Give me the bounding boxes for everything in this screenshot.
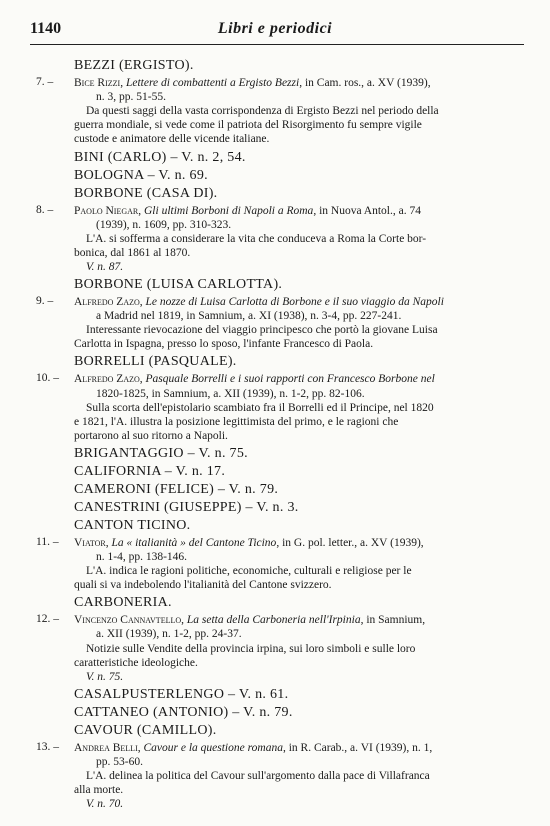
annotation-line: guerra mondiale, si vede come il patriota del Risorgimento fu sempre vigile — [74, 119, 422, 132]
section-heading: BORBONE (CASA DI). — [74, 185, 218, 201]
annotation-line: L'A. delinea la politica del Cavour sull'argomento dalla pace di Villafranca — [86, 770, 430, 782]
page-number: 1140 — [30, 20, 62, 37]
section-heading: CAMERONI (FELICE) – V. n. 79. — [74, 481, 279, 497]
citation-line: Paolo Niegar, Gli ultimi Borboni di Napoli a Roma, in Nuova Antol., a. 74 — [74, 204, 421, 217]
annotation-line: Notizie sulle Vendite della provincia irpina, sui loro simboli e sulle loro — [86, 642, 416, 655]
citation-continuation: pp. 53-60. — [96, 755, 143, 768]
annotation-line: Carlotta in Ispagna, presso lo sposo, l'infante Francesco di Paola. — [74, 338, 374, 351]
citation-continuation: n. 3, pp. 51-55. — [96, 91, 166, 104]
citation-title: Lettere di combattenti a Ergisto Bezzi — [125, 77, 300, 89]
citation-continuation: a Madrid nel 1819, in Samnium, a. XI (1938), n. 3-4, pp. 227-241. — [96, 310, 402, 323]
annotation-line: caratteristiche ideologiche. — [74, 656, 198, 669]
citation-source: , in Cam. ros., a. XV (1939), — [299, 77, 431, 89]
section-heading: CARBONERIA. — [74, 595, 172, 611]
citation-continuation: (1939), n. 1609, pp. 310-323. — [96, 218, 232, 231]
section-heading: BINI (CARLO) – V. n. 2, 54. — [74, 149, 246, 165]
citation-continuation: a. XII (1939), n. 1-2, pp. 24-37. — [96, 628, 242, 641]
citation-line: Bice Rizzi, Lettere di combattenti a Ergisto Bezzi, in Cam. ros., a. XV (1939), — [74, 77, 431, 89]
citation-line: Vincenzo Cannavtello, La setta della Carboneria nell'Irpinia, in Samnium, — [74, 614, 426, 627]
entry-number: 13. – — [36, 740, 59, 753]
citation-title: Pasquale Borrelli e i suoi rapporti con Francesco Borbone nel — [145, 373, 435, 386]
entry-number: 11. – — [36, 535, 59, 548]
section-heading: BOLOGNA – V. n. 69. — [74, 167, 208, 183]
entry-number: 10. – — [36, 372, 59, 385]
section-heading: CASALPUSTERLENGO – V. n. 61. — [74, 686, 289, 702]
section-heading: BRIGANTAGGIO – V. n. 75. — [74, 445, 248, 461]
page-header — [0, 16, 550, 42]
annotation-line: Sulla scorta dell'epistolario scambiato fra il Borrelli ed il Principe, nel 1820 — [86, 401, 434, 414]
entry-number: 9. – — [36, 295, 54, 307]
section-heading: CANTON TICINO. — [74, 517, 191, 533]
citation-author: Paolo Niegar — [74, 204, 139, 217]
annotation-line: Interessante rievocazione del viaggio principesco che portò la giovane Luisa — [86, 324, 438, 337]
citation-author: Alfredo Zazo — [74, 373, 140, 386]
annotation-line: alla morte. — [74, 784, 124, 797]
citation-source: , in Nuova Antol., a. 74 — [313, 204, 421, 217]
section-heading: BORBONE (LUISA CARLOTTA). — [74, 277, 283, 292]
annotation-line: L'A. si sofferma a considerare la vita che conduceva a Roma la Corte bor- — [86, 232, 427, 245]
annotation-line: V. n. 87. — [86, 260, 124, 273]
annotation-line: quali si va indebolendo l'italianità del Cantone svizzero. — [74, 579, 332, 592]
running-title: Libri e periodici — [217, 20, 333, 37]
annotation-line: Da questi saggi della vasta corrispondenza di Ergisto Bezzi nel periodo della — [86, 105, 439, 118]
citation-title: La setta della Carboneria nell'Irpinia — [186, 614, 361, 627]
citation-title: La « italianità » del Cantone Ticino — [111, 536, 277, 549]
annotation-line: V. n. 75. — [86, 670, 124, 683]
section-heading: BEZZI (ERGISTO). — [74, 58, 194, 73]
section-heading: CATTANEO (ANTONIO) – V. n. 79. — [74, 704, 293, 720]
section-heading: CANESTRINI (GIUSEPPE) – V. n. 3. — [74, 499, 299, 515]
entry-number: 12. – — [36, 613, 59, 626]
annotation-line: e 1821, l'A. illustra la posizione legittimista del primo, e le ragioni che — [74, 415, 399, 428]
entry-number: 8. – — [36, 203, 54, 216]
header-rule — [30, 44, 524, 45]
citation-author: Viator — [74, 536, 106, 549]
citation-source: , in Samnium, — [360, 614, 426, 627]
citation-continuation: 1820-1825, in Samnium, a. XII (1939), n. 1-2, pp. 82-106. — [96, 387, 365, 400]
entry-number: 7. – — [36, 76, 54, 88]
citation-source: , in R. Carab., a. VI (1939), n. 1, — [282, 741, 433, 754]
annotation-line: V. n. 70. — [86, 798, 124, 811]
citation-author: Alfredo Zazo — [74, 296, 140, 308]
citation-line: Alfredo Zazo, Pasquale Borrelli e i suoi rapporti con Francesco Borbone nel — [74, 373, 435, 386]
citation-continuation: n. 1-4, pp. 138-146. — [96, 551, 188, 563]
citation-author: Andrea Belli — [74, 741, 138, 754]
citation-author: Vincenzo Cannavtello — [74, 614, 182, 627]
citation-title: Le nozze di Luisa Carlotta di Borbone e il suo viaggio da Napoli — [145, 296, 444, 308]
citation-title: Cavour e la questione romana — [143, 741, 283, 754]
annotation-line: custode e animatore delle vicende italiane. — [74, 133, 270, 146]
citation-line: Andrea Belli, Cavour e la questione romana, in R. Carab., a. VI (1939), n. 1, — [74, 741, 433, 754]
citation-line: Alfredo Zazo, Le nozze di Luisa Carlotta di Borbone e il suo viaggio da Napoli — [74, 296, 444, 308]
section-heading: CALIFORNIA – V. n. 17. — [74, 463, 226, 479]
citation-source: , in G. pol. letter., a. XV (1939), — [276, 536, 424, 549]
citation-author: Bice Rizzi — [74, 77, 121, 89]
section-heading: BORRELLI (PASQUALE). — [74, 354, 237, 370]
annotation-line: L'A. indica le ragioni politiche, economiche, culturali e religiose per le — [86, 565, 412, 578]
citation-line: Viator, La « italianità » del Cantone Ticino, in G. pol. letter., a. XV (1939), — [74, 536, 424, 549]
annotation-line: bonica, dal 1861 al 1870. — [74, 246, 191, 259]
citation-title: Gli ultimi Borboni di Napoli a Roma — [144, 204, 314, 217]
section-heading: CAVOUR (CAMILLO). — [74, 722, 217, 738]
annotation-line: portarono al suo ritorno a Napoli. — [74, 429, 228, 442]
